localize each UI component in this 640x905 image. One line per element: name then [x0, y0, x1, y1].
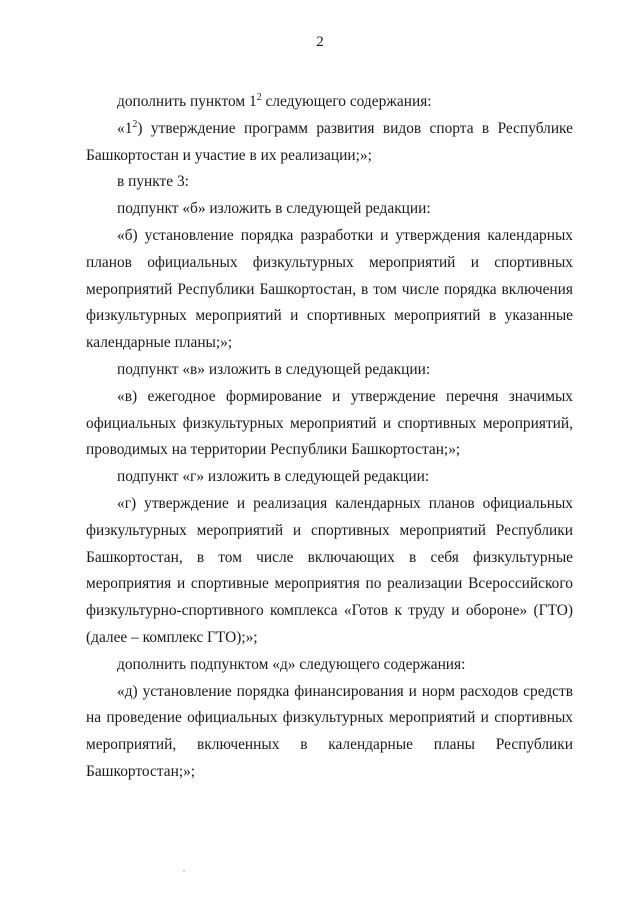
page-number: 2	[316, 34, 324, 50]
paragraph-subitem-g-text: «г) утверждение и реализация календарных планов официальных физкультурных мероприятий и спортивных мероприятий Республики Башкортостан, в том числе включающих в себя физкультурные мероприятия и спортивные мероприятия по реализации Всероссийского физкультурно-спортивного комплекса «Готов к труду и обороне» (ГТО) (далее – комплекс ГТО);»;	[86, 494, 573, 646]
paragraph-subitem-v-text: «в) ежегодное формирование и утверждение перечня значимых официальных физкультурных мероприятий и спортивных мероприятий, проводимых на территории Республики Башкортостан;»;	[86, 387, 573, 459]
paragraph-in-item-3: в пункте 3:	[117, 173, 189, 191]
superscript: 2	[256, 92, 262, 103]
paragraph-subitem-g-intro: подпункт «г» изложить в следующей редакции:	[117, 468, 430, 486]
paragraph-add-item: дополнить пунктом $1^2$ следующего содержания:	[117, 92, 432, 110]
paragraph-item-1-2: «$1^2$) утверждение программ развития видов спорта в Республике Башкортостан и участие в их реализации;»;	[86, 118, 573, 164]
paragraph-subitem-b-text: «б) установление порядка разработки и утверждения календарных планов официальных физкультурных мероприятий и спортивных мероприятий Республики Башкортостан, в том числе порядка включения физкультурных мероприятий и спортивных мероприятий в указанные календарные планы;»;	[86, 226, 573, 352]
paragraph-subitem-b-intro: подпункт «б» изложить в следующей редакции:	[117, 200, 431, 218]
paragraph-subitem-v-intro: подпункт «в» изложить в следующей редакции:	[117, 360, 431, 378]
document-body	[86, 89, 573, 786]
scan-artifact	[183, 870, 185, 872]
paragraph-subitem-d-text: «д) установление порядка финансирования и норм расходов средств на проведение официальных физкультурных мероприятий и спортивных мероприятий, включенных в календарные планы Республики Башкортостан;»;	[86, 682, 573, 780]
superscript: 2	[132, 118, 138, 130]
paragraph-subitem-d-intro: дополнить подпунктом «д» следующего содержания:	[117, 655, 466, 673]
